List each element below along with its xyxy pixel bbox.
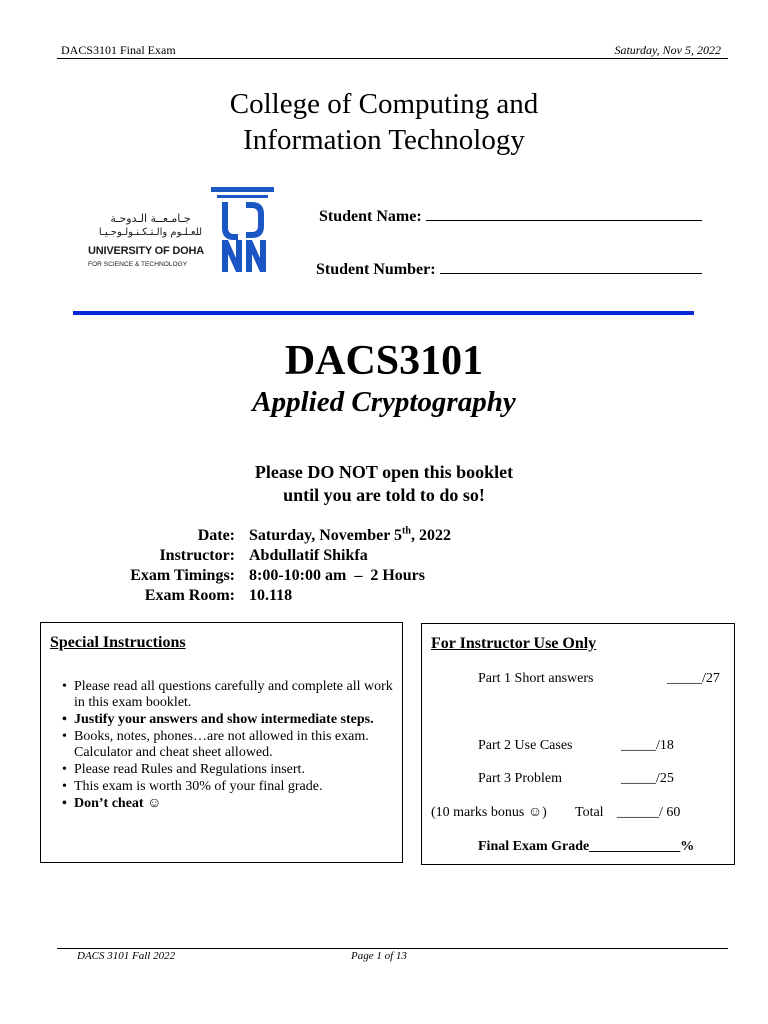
running-header-left: DACS3101 Final Exam <box>61 43 176 57</box>
exam-info <box>0 526 768 606</box>
header-divider <box>57 58 728 59</box>
exam-date-label: Date: <box>197 527 235 544</box>
exam-date-year: , 2022 <box>410 527 451 544</box>
final-grade-row <box>478 839 694 855</box>
list-item: • Justify your answers and show intermediate steps. <box>58 712 394 728</box>
exam-timings-value: 8:00-10:00 am – 2 Hours <box>249 567 425 584</box>
exam-instructor-row <box>0 546 768 566</box>
exam-date-text: Saturday, November 5 <box>249 527 403 544</box>
university-logo <box>88 186 278 276</box>
student-name-label: Student Name: <box>319 208 422 225</box>
list-item: • Books, notes, phones…are not allowed in this exam. Calculator and cheat sheet allowed. <box>58 729 394 761</box>
exam-timings-row <box>0 566 768 586</box>
special-instructions-title: Special Instructions <box>50 634 186 651</box>
exam-warning-line1: Please DO NOT open this booklet <box>254 462 514 482</box>
running-header-right: Saturday, Nov 5, 2022 <box>614 43 721 57</box>
part3-label: Part 3 Problem <box>478 771 562 786</box>
exam-date-ordinal: th <box>402 525 411 537</box>
student-number-blank[interactable] <box>440 259 702 274</box>
logo-emblem-icon <box>208 186 278 276</box>
exam-date-value <box>249 526 451 546</box>
part2-score[interactable]: _____/18 <box>621 738 674 753</box>
logo-english-tagline: FOR SCIENCE & TECHNOLOGY <box>88 261 188 268</box>
title-divider <box>73 311 694 315</box>
instructor-use-box <box>421 623 735 865</box>
student-name-field[interactable] <box>319 206 702 226</box>
part1-score[interactable]: _____/27 <box>667 671 720 686</box>
college-title-line2: Information Technology <box>243 124 525 156</box>
exam-warning <box>0 461 768 507</box>
total-label: Total <box>575 805 604 820</box>
exam-room-label: Exam Room: <box>144 587 235 604</box>
exam-instructor-value: Abdullatif Shikfa <box>249 547 368 564</box>
exam-room-value: 10.118 <box>249 587 293 604</box>
instructor-use-title: For Instructor Use Only <box>431 635 597 652</box>
course-title: Applied Cryptography <box>252 386 516 418</box>
footer-page-number: Page 1 of 13 <box>351 950 407 962</box>
list-item: • Please read all questions carefully and complete all work in this exam booklet. <box>58 679 394 711</box>
list-item: • Don’t cheat ☺ <box>58 796 394 812</box>
college-title-line1: College of Computing and <box>229 88 539 120</box>
total-score[interactable]: ______/ 60 <box>617 805 681 820</box>
logo-arabic-line2: للعـلـوم والـتـكـنـولـوجـيـا <box>98 227 203 238</box>
student-name-blank[interactable] <box>426 206 702 221</box>
exam-room-row <box>0 586 768 606</box>
final-grade-suffix: % <box>680 839 695 854</box>
special-instructions-box <box>40 622 403 863</box>
logo-english-name: UNIVERSITY OF DOHA <box>88 245 204 257</box>
logo-arabic-text <box>88 212 213 240</box>
final-grade-label: Final Exam Grade <box>478 839 590 854</box>
logo-arabic-line1: جـامـعــة الـدوحـة <box>110 212 191 225</box>
exam-date-row <box>0 526 768 546</box>
student-number-field[interactable] <box>316 259 702 279</box>
final-grade-blank[interactable]: _____________ <box>589 839 681 854</box>
footer-left: DACS 3101 Fall 2022 <box>77 950 176 962</box>
part1-label: Part 1 Short answers <box>478 671 594 686</box>
bonus-label: (10 marks bonus ☺) <box>431 805 547 820</box>
list-item: • Please read Rules and Regulations insert. <box>58 762 394 778</box>
student-number-label: Student Number: <box>316 261 436 278</box>
part3-score[interactable]: _____/25 <box>621 771 674 786</box>
special-instructions-list <box>58 679 394 813</box>
exam-instructor-label: Instructor: <box>159 547 235 564</box>
footer-divider <box>57 948 728 949</box>
list-item: • This exam is worth 30% of your final grade. <box>58 779 394 795</box>
exam-warning-line2: until you are told to do so! <box>283 485 485 505</box>
college-title <box>0 86 768 158</box>
exam-timings-label: Exam Timings: <box>130 567 235 584</box>
course-code: DACS3101 <box>284 338 484 384</box>
part2-label: Part 2 Use Cases <box>478 738 573 753</box>
